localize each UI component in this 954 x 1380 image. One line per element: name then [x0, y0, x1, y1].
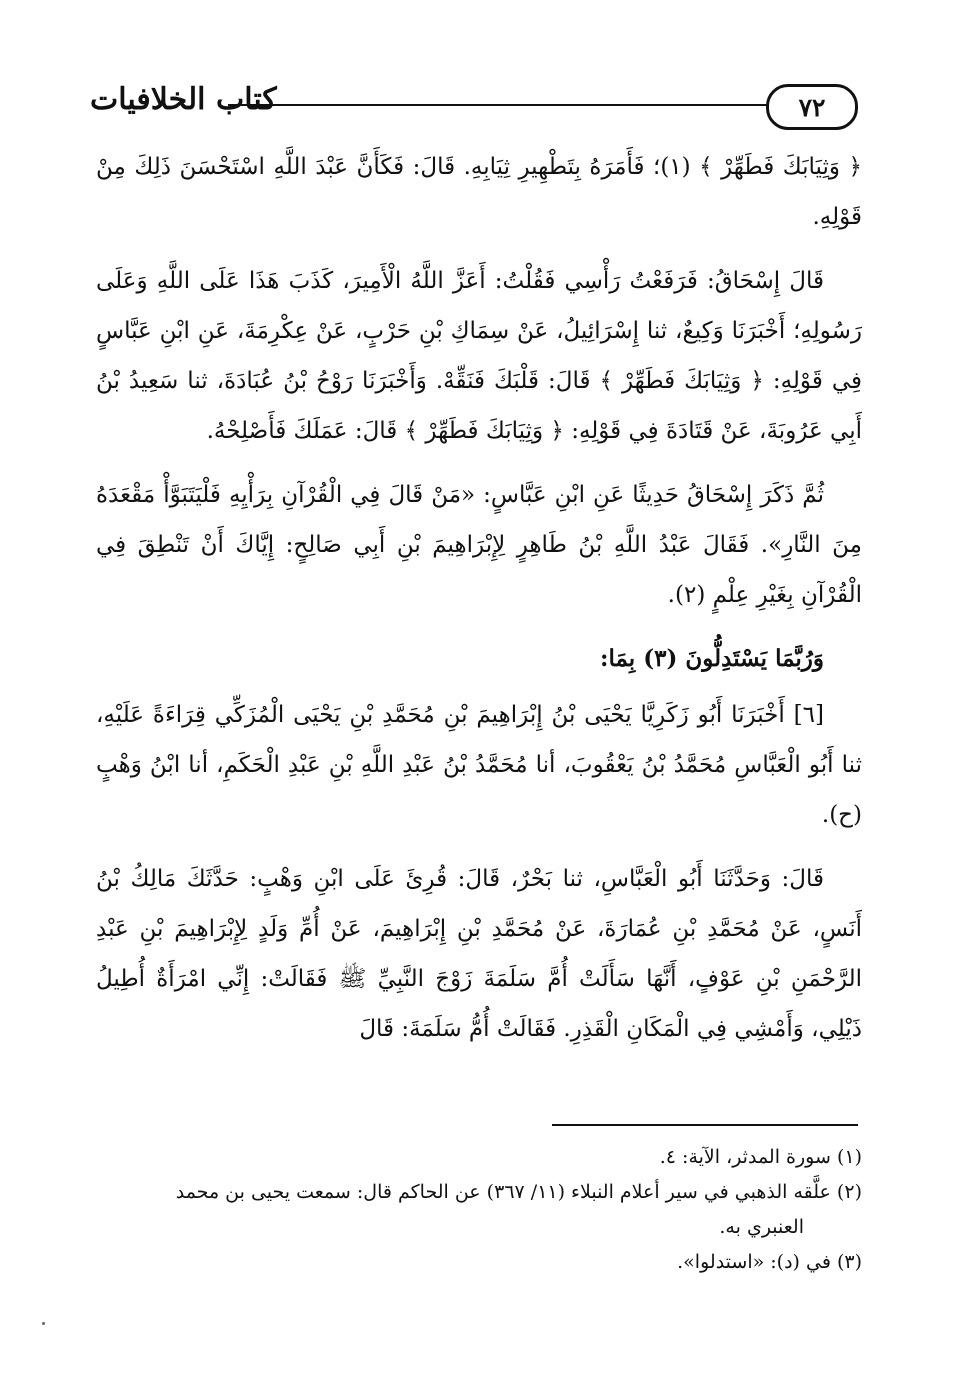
footnote-item: (٣) في (د): «استدلوا». [677, 1251, 862, 1273]
footnotes [96, 1140, 862, 1280]
page-number: ٧٢ [766, 84, 858, 130]
main-text [96, 142, 862, 1068]
paragraph: ثُمَّ ذَكَرَ إِسْحَاقُ حَدِيثًا عَنِ ابْنِ عَبَّاسٍ: «مَنْ قَالَ فِي الْقُرْآنِ بِرَأْيِهِ فَلْيَتَبَوَّأْ مَقْعَدَهُ مِنَ النَّارِ». فَقَالَ عَبْدُ اللَّهِ بْنُ طَاهِرٍ لِإِبْرَاهِيمَ بْنِ أَبِي صَالِحٍ: إِيَّاكَ أَنْ تَنْطِقَ فِي الْقُرْآنِ بِغَيْرِ عِلْمٍ (٢). [96, 482, 862, 608]
scan-dot [42, 1322, 45, 1325]
paragraph: قَالَ: وَحَدَّثَنَا أَبُو الْعَبَّاسِ، ثنا بَحْرٌ، قَالَ: قُرِئَ عَلَى ابْنِ وَهْبٍ: حَدَّثَكَ مَالِكُ بْنُ أَنَسٍ، عَنْ مُحَمَّدِ بْنِ عُمَارَةَ، عَنْ مُحَمَّدِ بْنِ إِبْرَاهِيمَ، عَنْ أُمِّ وَلَدٍ لِإِبْرَاهِيمَ بْنِ عَبْدِ الرَّحْمَنِ بْنِ عَوْفٍ، أَنَّهَا سَأَلَتْ أُمَّ سَلَمَةَ زَوْجَ النَّبِيِّ ﷺ فَقَالَتْ: إِنِّي امْرَأَةٌ أُطِيلُ ذَيْلِي، وَأَمْشِي فِي الْمَكَانِ الْقَذِرِ. فَقَالَتْ أُمُّ سَلَمَةَ: قَالَ [96, 866, 862, 1042]
footnote-item: (٢) علَّقه الذهبي في سير أعلام النبلاء (١١/ ٣٦٧) عن الحاكم قال: سمعت يحيى بن محمد [175, 1181, 862, 1203]
footnote-continuation: العنبري به. [719, 1216, 804, 1238]
footnote-rule [552, 1124, 858, 1126]
book-title: كتاب الخلافيات [90, 82, 277, 117]
footnote-item: (١) سورة المدثر، الآية: ٤. [659, 1146, 862, 1168]
page-header [90, 82, 858, 134]
header-rule [228, 104, 770, 106]
paragraph: قَالَ إِسْحَاقُ: فَرَفَعْتُ رَأْسِي فَقُلْتُ: أَعَزَّ اللَّهُ الْأَمِيرَ، كَذَبَ هَذَا عَلَى اللَّهِ وَعَلَى رَسُولِهِ؛ أَخْبَرَنَا وَكِيعٌ، ثنا إِسْرَائِيلُ، عَنْ سِمَاكِ بْنِ حَرْبٍ، عَنْ عِكْرِمَةَ، عَنِ ابْنِ عَبَّاسٍ فِي قَوْلِهِ: ﴿ وَثِيَابَكَ فَطَهِّرْ ﴾ قَالَ: قَلْبَكَ فَنَقِّهْ. وَأَخْبَرَنَا رَوْحُ بْنُ عُبَادَةَ، ثنا سَعِيدُ بْنُ أَبِي عَرُوبَةَ، عَنْ قَتَادَةَ فِي قَوْلِهِ: ﴿ وَثِيَابَكَ فَطَهِّرْ ﴾ قَالَ: عَمَلَكَ فَأَصْلِحْهُ. [96, 268, 862, 444]
hadith-paragraph: [٦] أَخْبَرَنَا أَبُو زَكَرِيَّا يَحْيَى بْنُ إِبْرَاهِيمَ بْنِ مُحَمَّدِ بْنِ يَحْيَى الْمُزَكِّي قِرَاءَةً عَلَيْهِ، ثنا أَبُو الْعَبَّاسِ مُحَمَّدُ بْنُ يَعْقُوبَ، أنا مُحَمَّدُ بْنُ عَبْدِ اللَّهِ بْنِ عَبْدِ الْحَكَمِ، أنا ابْنُ وَهْبٍ (ح). [96, 702, 862, 828]
paragraph-heading: وَرُبَّمَا يَسْتَدِلُّونَ (٣) بِمَا: [600, 645, 824, 672]
paragraph: ﴿ وَثِيَابَكَ فَطَهِّرْ ﴾ (١)؛ فَأَمَرَهُ بِتَطْهِيرِ ثِيَابِهِ. قَالَ: فَكَأَنَّ عَبْدَ اللَّهِ اسْتَحْسَنَ ذَلِكَ مِنْ قَوْلِهِ. [96, 154, 862, 230]
